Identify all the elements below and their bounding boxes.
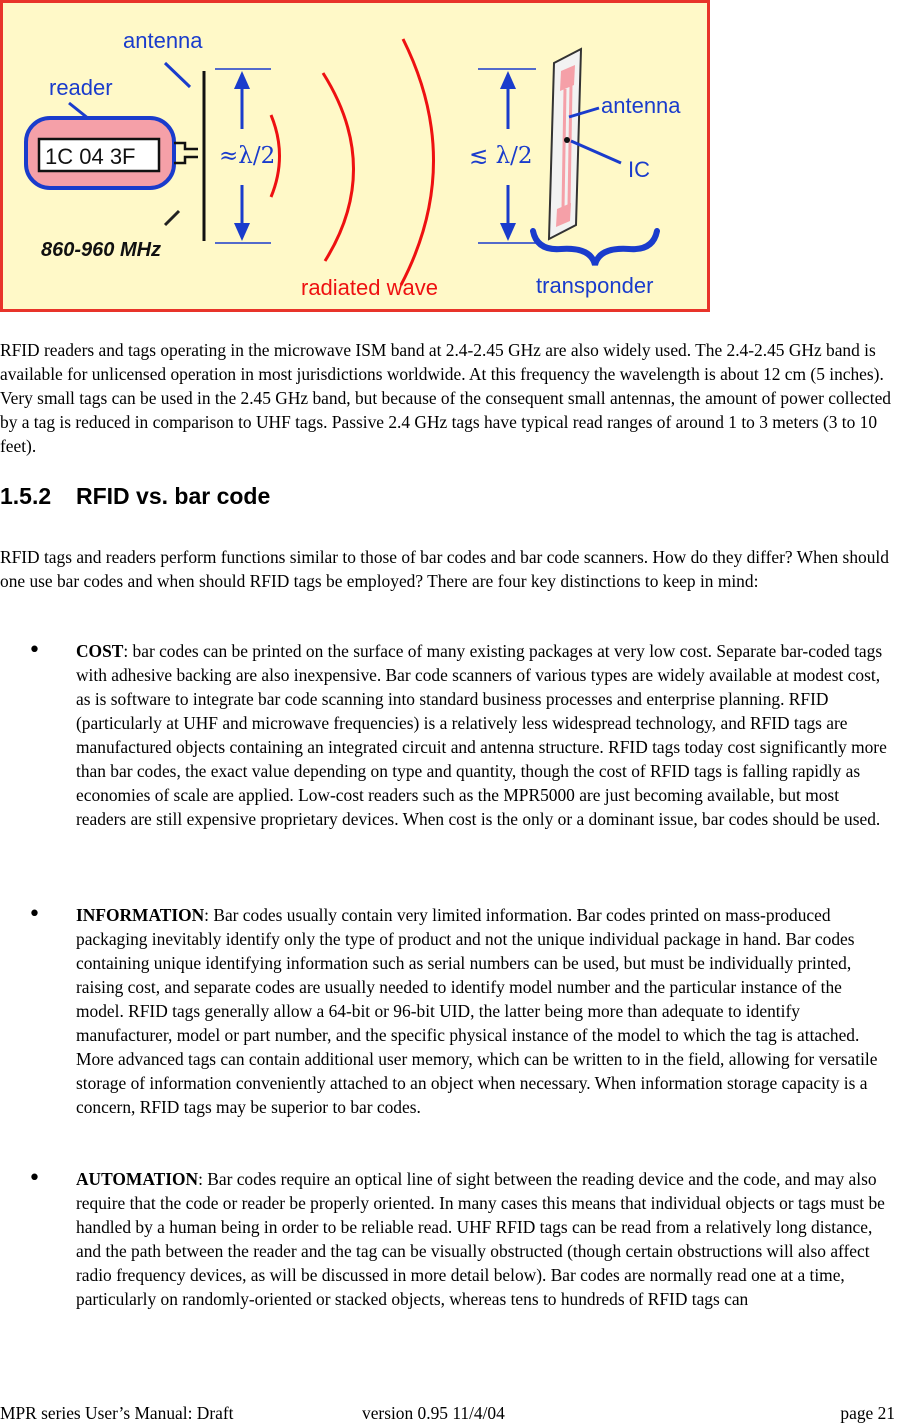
rfid-diagram — [0, 0, 710, 312]
label-radiated-wave: radiated wave — [301, 275, 438, 300]
bullet-text — [76, 639, 889, 831]
label-ic: IC — [628, 157, 650, 182]
paragraph-intro: RFID tags and readers perform functions similar to those of bar codes and bar code scanners. How do they differ? When should one use bar codes and when should RFID tags be employed? There are four key distinctions to keep in mind: — [0, 547, 889, 591]
antenna-pointer-line — [165, 63, 190, 87]
label-antenna-tag: antenna — [601, 93, 681, 118]
label-half-wave-tag: ≲ λ/2 — [469, 143, 533, 169]
bullet-text — [76, 903, 889, 1119]
section-title: RFID vs. bar code — [76, 483, 271, 509]
bullet-term: INFORMATION — [76, 905, 205, 925]
label-frequency: 860-960 MHz — [41, 239, 162, 261]
footer-page-number: page 21 — [840, 1403, 895, 1423]
bullet-dot: • — [28, 638, 41, 663]
rfid-diagram-svg — [3, 3, 707, 309]
bullet-body: : bar codes can be printed on the surface of many existing packages at very low cost. Separate bar-coded tags with adhesive backing are also inexpensive. Bar code scanners of various types are widely available at modest cost, as is software to integrate bar code scanning into standard business processes and enterprise planning. RFID (particularly at UHF and microwave frequencies) is a relatively less widespread technology, and RFID tags are manufactured objects containing an integrated circuit and antenna structure. RFID tags today cost significantly more than bar codes, the exact value depending on type and quantity, though the cost of RFID tags is falling rapidly as economies of scale are applied. Low-cost readers such as the MPR5000 are just becoming available, but most readers are still expensive proprietary devices. When cost is the only or a dominant issue, bar codes should be used. — [76, 641, 887, 829]
page-footer — [0, 1402, 897, 1424]
tag-antenna-trace-left — [563, 89, 565, 209]
paragraph-microwave-band: RFID readers and tags operating in the microwave ISM band at 2.4-2.45 GHz are also widely used. The 2.4-2.45 GHz band is available for unlicensed operation in most jurisdictions worldwide. At this frequency the wavelength is about 12 cm (5 inches). Very small tags can be used in the 2.45 GHz band, but because of the consequent small antennas, the amount of power collected by a tag is reduced in comparison to UHF tags. Passive 2.4 GHz tags have typical read ranges of around 1 to 3 meters (3 to 10 feet). — [0, 340, 891, 456]
wave-medium — [323, 73, 354, 261]
bullet-body: : Bar codes require an optical line of sight between the reading device and the code, and may also require that the code or reader be properly oriented. In many cases this means that individual objects or tags must be handled by a human being in order to be reliable read. UHF RFID tags can be read from a relatively long distance, and the path between the reader and the tag can be visually obstructed (though certain obstructions will also affect radio frequency devices, as will be discussed in more detail below). Bar codes are normally read one at a time, particularly on randomly-oriented or stacked objects, whereas tens to hundreds of RFID tags can — [76, 1169, 885, 1309]
tag-arrowhead-up — [500, 71, 516, 89]
tag-ic-chip — [564, 137, 570, 143]
tag-arrowhead-down — [500, 223, 516, 241]
arrowhead-down — [234, 223, 250, 241]
bullet-text — [76, 1167, 889, 1311]
section-heading — [0, 481, 270, 511]
bullet-term: COST — [76, 641, 124, 661]
reader-display-text: 1C 04 3F — [45, 144, 136, 169]
reader-connector — [174, 143, 198, 163]
bullet-body: : Bar codes usually contain very limited information. Bar codes printed on mass-produced packaging inevitably identify only the type of product and not the unique individual package in hand. Bar codes containing unique identifying information such as serial numbers can be used, but must be individually printed, raising cost, and separate codes are usually needed to identify model number and the particular instance of the model. RFID tags generally allow a 64-bit or 96-bit UID, the latter being more than adequate to identify manufacturer, model or part number, and the specific physical instance of the model to which the tag is attached. More advanced tags can contain additional user memory, which can be written to in the field, allowing for versatile storage of information conveniently attached to an object when necessary. When information storage capacity is a concern, RFID tags may be superior to bar codes. — [76, 905, 878, 1117]
wave-large — [401, 39, 434, 285]
label-half-wave-reader: ≈λ/2 — [219, 143, 276, 169]
footer-title: MPR series User’s Manual: Draft — [0, 1403, 234, 1423]
frequency-pointer-line — [165, 211, 179, 225]
bullet-dot: • — [28, 902, 41, 927]
tag-antenna-trace-right — [569, 85, 571, 205]
arrowhead-up — [234, 71, 250, 89]
section-number: 1.5.2 — [0, 483, 52, 509]
label-reader: reader — [49, 75, 113, 100]
label-transponder: transponder — [536, 273, 654, 298]
label-antenna-reader: antenna — [123, 28, 203, 53]
footer-version: version 0.95 11/4/04 — [362, 1403, 505, 1423]
bullet-dot: • — [28, 1166, 41, 1191]
bullet-term: AUTOMATION — [76, 1169, 199, 1189]
